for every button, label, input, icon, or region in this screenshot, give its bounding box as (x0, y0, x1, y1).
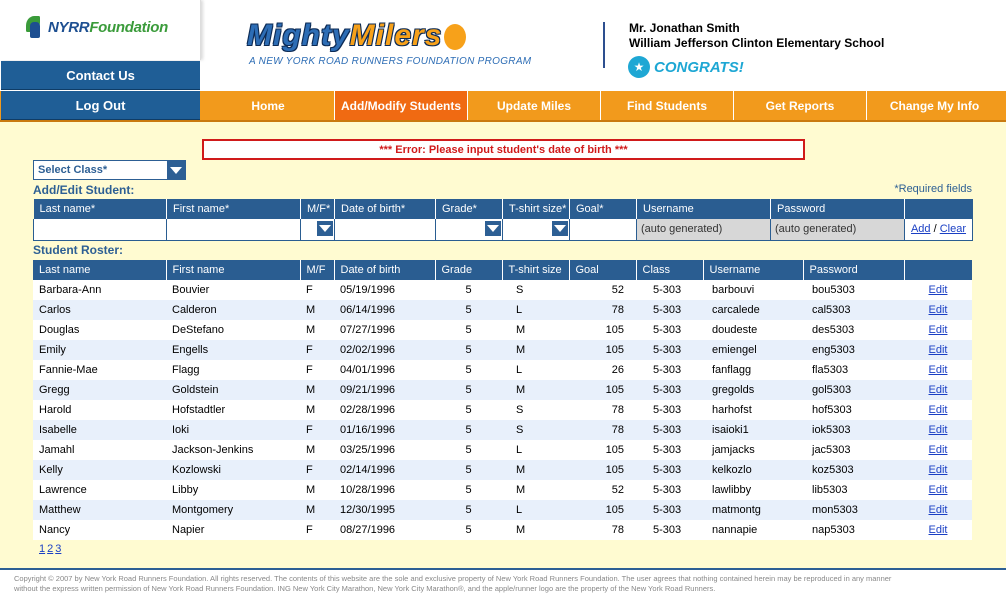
username-cell: gregolds (703, 380, 803, 400)
goal-cell: 105 (569, 320, 636, 340)
username-cell: doudeste (703, 320, 803, 340)
logo-mighty-text: Mighty (247, 19, 350, 52)
edit-cell (904, 460, 972, 480)
roster-header (904, 260, 972, 280)
gender-cell: F (300, 280, 334, 300)
nav-tab-get-reports[interactable]: Get Reports (734, 91, 867, 120)
roster-header: M/F (300, 260, 334, 280)
edit-cell (904, 420, 972, 440)
edit-link[interactable]: Edit (928, 524, 948, 536)
dob-cell: 10/28/1996 (334, 480, 435, 500)
gender-cell: F (300, 420, 334, 440)
last-name-cell: Carlos (33, 300, 166, 320)
dob-cell: 07/27/1996 (334, 320, 435, 340)
class-cell: 5-303 (636, 520, 703, 540)
edit-link[interactable]: Edit (928, 484, 948, 496)
edit-link[interactable]: Edit (928, 404, 948, 416)
tshirt-cell: M (502, 320, 569, 340)
class-cell: 5-303 (636, 320, 703, 340)
edit-cell (904, 300, 972, 320)
table-row (33, 300, 972, 320)
password-field: (auto generated) (771, 219, 905, 240)
gender-cell: M (300, 400, 334, 420)
tagline: A NEW YORK ROAD RUNNERS FOUNDATION PROGRAM (249, 56, 532, 67)
tshirt-cell: S (502, 400, 569, 420)
last-name-cell: Harold (33, 400, 166, 420)
dob-cell: 03/25/1996 (334, 440, 435, 460)
nav-tab-update-miles[interactable]: Update Miles (468, 91, 601, 120)
chevron-down-icon[interactable] (317, 221, 333, 236)
add-edit-header: First name* (167, 199, 301, 219)
first-name-cell: Ioki (166, 420, 300, 440)
mighty-milers-logo[interactable] (247, 20, 531, 67)
add-edit-table (33, 199, 973, 241)
goal-cell: 52 (569, 280, 636, 300)
last-name-cell: Fannie-Mae (33, 360, 166, 380)
username-cell: barbouvi (703, 280, 803, 300)
footer (14, 574, 994, 594)
add-edit-header: Grade* (436, 199, 503, 219)
nyrr-logo-box (0, 0, 201, 60)
tshirt-cell: L (502, 300, 569, 320)
gender-cell: M (300, 300, 334, 320)
username-field: (auto generated) (637, 219, 771, 240)
edit-link[interactable]: Edit (928, 384, 948, 396)
edit-cell (904, 400, 972, 420)
gender-cell: M (300, 500, 334, 520)
edit-cell (904, 340, 972, 360)
username-cell: lawlibby (703, 480, 803, 500)
last-name-cell: Kelly (33, 460, 166, 480)
tshirt-cell: L (502, 500, 569, 520)
password-cell: koz5303 (803, 460, 904, 480)
required-fields-note: *Required fields (894, 183, 972, 195)
dob-cell: 02/14/1996 (334, 460, 435, 480)
add-edit-header: M/F* (301, 199, 335, 219)
add-edit-header (905, 199, 973, 219)
gender-select[interactable] (301, 219, 335, 240)
edit-link[interactable]: Edit (928, 504, 948, 516)
goal-field[interactable] (570, 219, 637, 240)
main-content (0, 122, 1006, 568)
dob-cell: 12/30/1995 (334, 500, 435, 520)
grade-cell: 5 (435, 380, 502, 400)
select-class-value: Select Class* (38, 164, 108, 176)
edit-cell (904, 440, 972, 460)
username-cell: fanflagg (703, 360, 803, 380)
password-cell: iok5303 (803, 420, 904, 440)
table-row (33, 500, 972, 520)
header-divider (603, 22, 605, 68)
password-cell: eng5303 (803, 340, 904, 360)
username-cell: emiengel (703, 340, 803, 360)
last-name-cell: Jamahl (33, 440, 166, 460)
table-row (33, 480, 972, 500)
edit-cell (904, 500, 972, 520)
tshirt-cell: L (502, 440, 569, 460)
password-cell: fla5303 (803, 360, 904, 380)
table-row (33, 440, 972, 460)
last-name-cell: Isabelle (33, 420, 166, 440)
gender-cell: M (300, 480, 334, 500)
chevron-down-icon[interactable] (552, 221, 568, 236)
goal-cell: 105 (569, 340, 636, 360)
goal-cell: 105 (569, 460, 636, 480)
logo-nyrr-text: NYRR (48, 18, 90, 36)
grade-cell: 5 (435, 460, 502, 480)
edit-link[interactable]: Edit (928, 324, 948, 336)
class-cell: 5-303 (636, 440, 703, 460)
dob-cell: 09/21/1996 (334, 380, 435, 400)
password-cell: lib5303 (803, 480, 904, 500)
class-cell: 5-303 (636, 480, 703, 500)
user-name: Mr. Jonathan Smith (629, 21, 740, 35)
nyrr-foundation-logo[interactable] (24, 16, 168, 38)
username-cell: jamjacks (703, 440, 803, 460)
gender-cell: M (300, 440, 334, 460)
roster-header: Class (636, 260, 703, 280)
class-cell: 5-303 (636, 460, 703, 480)
password-cell: bou5303 (803, 280, 904, 300)
first-name-cell: Flagg (166, 360, 300, 380)
grade-cell: 5 (435, 500, 502, 520)
dob-cell: 08/27/1996 (334, 520, 435, 540)
nav-tab-change-my-info[interactable]: Change My Info (867, 91, 1002, 120)
last-name-cell: Lawrence (33, 480, 166, 500)
grade-cell: 5 (435, 340, 502, 360)
last-name-cell: Gregg (33, 380, 166, 400)
runner-icon (444, 24, 466, 50)
tshirt-cell: S (502, 420, 569, 440)
goal-cell: 105 (569, 500, 636, 520)
last-name-cell: Nancy (33, 520, 166, 540)
nav-tab-add-modify-students[interactable]: Add/Modify Students (335, 91, 468, 120)
goal-cell: 78 (569, 520, 636, 540)
pagination (39, 543, 63, 555)
last-name-cell: Barbara-Ann (33, 280, 166, 300)
password-cell: jac5303 (803, 440, 904, 460)
add-edit-header: Last name* (34, 199, 167, 219)
table-row (33, 460, 972, 480)
username-cell: kelkozlo (703, 460, 803, 480)
gender-cell: F (300, 460, 334, 480)
table-row (33, 400, 972, 420)
grade-cell: 5 (435, 280, 502, 300)
add-clear-cell (905, 219, 973, 240)
tshirt-cell: M (502, 380, 569, 400)
class-cell: 5-303 (636, 420, 703, 440)
class-cell: 5-303 (636, 300, 703, 320)
grade-cell: 5 (435, 420, 502, 440)
password-cell: nap5303 (803, 520, 904, 540)
password-cell: gol5303 (803, 380, 904, 400)
edit-cell (904, 320, 972, 340)
edit-cell (904, 360, 972, 380)
tshirt-cell: L (502, 360, 569, 380)
class-cell: 5-303 (636, 400, 703, 420)
goal-cell: 78 (569, 300, 636, 320)
username-cell: harhofst (703, 400, 803, 420)
grade-select[interactable] (436, 219, 503, 240)
add-edit-header: Goal* (570, 199, 637, 219)
apple-runner-icon (24, 16, 44, 38)
goal-cell: 78 (569, 400, 636, 420)
nav-tabs (202, 91, 1002, 120)
table-row (33, 360, 972, 380)
first-name-cell: Calderon (166, 300, 300, 320)
log-out-button[interactable]: Log Out (1, 91, 200, 120)
first-name-cell: Goldstein (166, 380, 300, 400)
footer-line-2: without the express written permission of New York Road Runners Foundation. ING New York City Marathon, New York City Marathon®, and the apple/runner logo are the property of the New York Road Runners. (14, 584, 716, 593)
edit-cell (904, 380, 972, 400)
edit-link[interactable]: Edit (928, 304, 948, 316)
goal-cell: 78 (569, 420, 636, 440)
last-name-cell: Matthew (33, 500, 166, 520)
footer-line-1: Copyright © 2007 by New York Road Runners Foundation. All rights reserved. The contents of this website are the sole and exclusive property of New York Road Runners Foundation. The user agrees that nothing contained herein may be reproduced in any manner (14, 574, 892, 583)
footer-divider (0, 568, 1006, 570)
grade-cell: 5 (435, 400, 502, 420)
roster-header: Username (703, 260, 803, 280)
edit-cell (904, 280, 972, 300)
edit-link[interactable]: Edit (928, 444, 948, 456)
first-name-cell: Engells (166, 340, 300, 360)
page-link-2[interactable]: 2 (47, 543, 54, 555)
add-edit-title: Add/Edit Student: (33, 183, 135, 197)
grade-cell: 5 (435, 320, 502, 340)
gender-cell: F (300, 360, 334, 380)
student-roster-table (33, 260, 972, 540)
gender-cell: F (300, 340, 334, 360)
tshirt-cell: M (502, 460, 569, 480)
username-cell: nannapie (703, 520, 803, 540)
dob-cell: 02/02/1996 (334, 340, 435, 360)
class-cell: 5-303 (636, 360, 703, 380)
chevron-down-icon[interactable] (485, 221, 501, 236)
nav-bar (0, 91, 1006, 120)
add-link[interactable]: Add (910, 223, 931, 236)
logo-foundation-text: Foundation (89, 18, 168, 36)
gender-cell: F (300, 520, 334, 540)
dob-cell: 04/01/1996 (334, 360, 435, 380)
roster-header: Grade (435, 260, 502, 280)
class-cell: 5-303 (636, 500, 703, 520)
tshirt-cell: M (502, 340, 569, 360)
school-name: William Jefferson Clinton Elementary School (629, 36, 885, 50)
dob-cell: 06/14/1996 (334, 300, 435, 320)
class-cell: 5-303 (636, 380, 703, 400)
first-name-cell: Libby (166, 480, 300, 500)
first-name-cell: Jackson-Jenkins (166, 440, 300, 460)
table-row (33, 340, 972, 360)
roster-header: Date of birth (334, 260, 435, 280)
password-cell: des5303 (803, 320, 904, 340)
goal-cell: 105 (569, 440, 636, 460)
roster-header: First name (166, 260, 300, 280)
nav-tab-find-students[interactable]: Find Students (601, 91, 734, 120)
grade-cell: 5 (435, 480, 502, 500)
roster-header: Last name (33, 260, 166, 280)
grade-cell: 5 (435, 520, 502, 540)
page-link-3[interactable]: 3 (55, 543, 62, 555)
password-cell: mon5303 (803, 500, 904, 520)
first-name-field[interactable] (167, 219, 301, 240)
class-cell: 5-303 (636, 280, 703, 300)
username-cell: carcalede (703, 300, 803, 320)
logo-milers-text: Milers (349, 19, 443, 52)
tshirt-cell: M (502, 520, 569, 540)
chevron-down-icon[interactable] (167, 161, 185, 179)
error-message: *** Error: Please input student's date of birth *** (202, 139, 805, 160)
tshirt-cell: S (502, 280, 569, 300)
goal-cell: 52 (569, 480, 636, 500)
class-cell: 5-303 (636, 340, 703, 360)
gender-cell: M (300, 380, 334, 400)
contact-us-button[interactable]: Contact Us (1, 61, 200, 90)
congrats-badge[interactable] (628, 56, 744, 78)
edit-link[interactable]: Edit (928, 364, 948, 376)
edit-cell (904, 480, 972, 500)
roster-header: Goal (569, 260, 636, 280)
grade-cell: 5 (435, 300, 502, 320)
roster-header: Password (803, 260, 904, 280)
link-separator: / (930, 223, 940, 236)
first-name-cell: Napier (166, 520, 300, 540)
nav-tab-home[interactable]: Home (202, 91, 335, 120)
date-of-birth-field[interactable] (335, 219, 436, 240)
first-name-cell: Montgomery (166, 500, 300, 520)
dob-cell: 05/19/1996 (334, 280, 435, 300)
page-link-1[interactable]: 1 (39, 543, 46, 555)
edit-cell (904, 520, 972, 540)
header (0, 0, 1006, 91)
table-row (33, 320, 972, 340)
first-name-cell: Kozlowski (166, 460, 300, 480)
password-cell: hof5303 (803, 400, 904, 420)
last-name-field[interactable] (34, 219, 167, 240)
dob-cell: 01/16/1996 (334, 420, 435, 440)
roster-title: Student Roster: (33, 243, 123, 257)
table-row (33, 280, 972, 300)
edit-link[interactable]: Edit (928, 284, 948, 296)
first-name-cell: Hofstadtler (166, 400, 300, 420)
first-name-cell: Bouvier (166, 280, 300, 300)
gender-cell: M (300, 320, 334, 340)
tshirt-size-select[interactable] (503, 219, 570, 240)
add-edit-header: T-shirt size* (503, 199, 570, 219)
congrats-text: CONGRATS! (654, 58, 744, 76)
username-cell: isaioki1 (703, 420, 803, 440)
add-edit-header: Password (771, 199, 905, 219)
grade-cell: 5 (435, 360, 502, 380)
edit-link[interactable]: Edit (928, 424, 948, 436)
table-row (33, 380, 972, 400)
roster-header: T-shirt size (502, 260, 569, 280)
dob-cell: 02/28/1996 (334, 400, 435, 420)
tshirt-cell: M (502, 480, 569, 500)
edit-link[interactable]: Edit (928, 344, 948, 356)
clear-link[interactable]: Clear (939, 223, 967, 236)
runner-badge-icon: ★ (628, 56, 650, 78)
last-name-cell: Emily (33, 340, 166, 360)
edit-link[interactable]: Edit (928, 464, 948, 476)
goal-cell: 105 (569, 380, 636, 400)
table-row (33, 520, 972, 540)
last-name-cell: Douglas (33, 320, 166, 340)
password-cell: cal5303 (803, 300, 904, 320)
first-name-cell: DeStefano (166, 320, 300, 340)
add-edit-header: Username (637, 199, 771, 219)
table-row (33, 420, 972, 440)
grade-cell: 5 (435, 440, 502, 460)
add-edit-header: Date of birth* (335, 199, 436, 219)
select-class-dropdown[interactable] (33, 160, 186, 180)
username-cell: matmontg (703, 500, 803, 520)
goal-cell: 26 (569, 360, 636, 380)
